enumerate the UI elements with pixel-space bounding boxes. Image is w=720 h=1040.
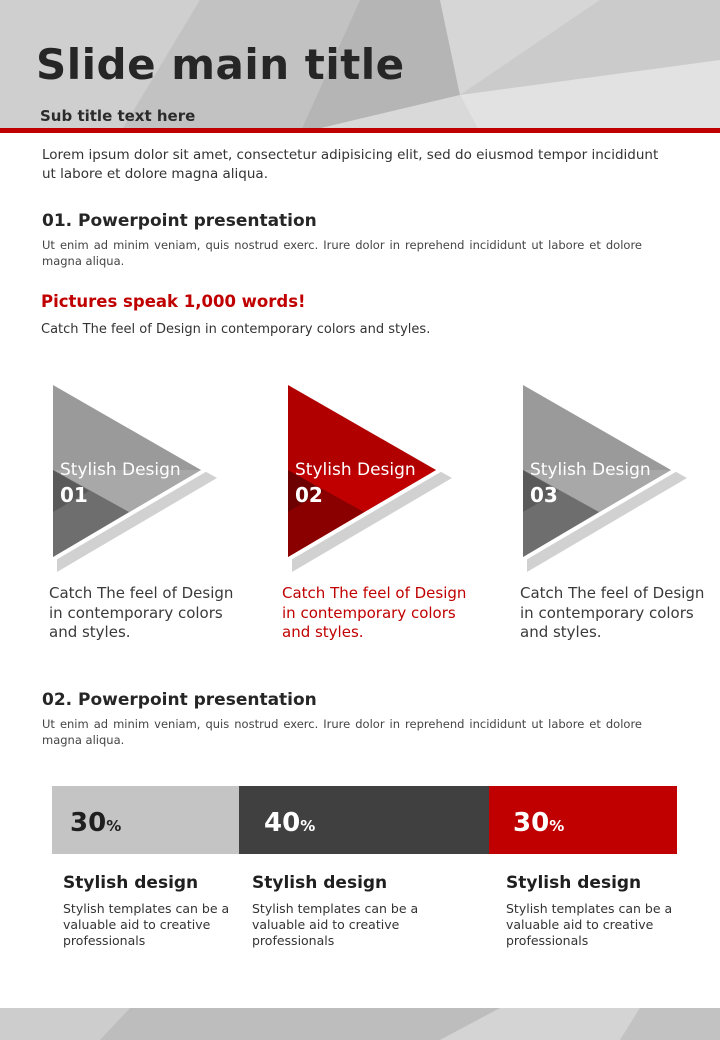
percent-value-3: 30% [513, 808, 565, 838]
header-banner [0, 0, 720, 133]
triangle-2-number: 02 [295, 483, 323, 507]
section2-body: Ut enim ad minim veniam, quis nostrud exerc. Irure dolor in reprehend incididunt ut labore et dolore magna aliqua. [42, 717, 642, 747]
triangle-3-number: 03 [530, 483, 558, 507]
triangle-3-description: Catch The feel of Design in contemporary colors and styles. [520, 584, 705, 641]
intro-text: Lorem ipsum dolor sit amet, consectetur adipisicing elit, sed do eiusmod tempor incididunt ut labore et dolore magna aliqua. [42, 147, 659, 182]
header-divider [0, 128, 720, 133]
section1-title: 01. Powerpoint presentation [42, 211, 317, 231]
footer-polygon-background [0, 1008, 720, 1040]
highlight-subtitle: Catch The feel of Design in contemporary colors and styles. [41, 322, 431, 337]
highlight-title: Pictures speak 1,000 words! [41, 292, 306, 311]
stat-2-body: Stylish templates can be a valuable aid to creative professionals [252, 901, 419, 948]
triangle-1-label: Stylish Design [60, 460, 181, 480]
triangle-card-3 [519, 376, 694, 576]
triangle-card-1 [49, 376, 224, 576]
page-title: Slide main title [36, 40, 405, 89]
triangle-2-label: Stylish Design [295, 460, 416, 480]
triangle-3-label: Stylish Design [530, 460, 651, 480]
triangle-1-description: Catch The feel of Design in contemporary colors and styles. [49, 584, 234, 641]
triangle-2-description: Catch The feel of Design in contemporary colors and styles. [282, 584, 467, 641]
section2-title: 02. Powerpoint presentation [42, 690, 317, 710]
stat-3-title: Stylish design [506, 873, 642, 893]
section1-body: Ut enim ad minim veniam, quis nostrud exerc. Irure dolor in reprehend incididunt ut labore et dolore magna aliqua. [42, 238, 642, 268]
stat-1-body: Stylish templates can be a valuable aid to creative professionals [63, 901, 230, 948]
stat-1-title: Stylish design [63, 873, 199, 893]
footer-banner [0, 1008, 720, 1040]
page-subtitle: Sub title text here [40, 107, 196, 125]
stat-2-title: Stylish design [252, 873, 388, 893]
percent-value-1: 30% [70, 808, 122, 838]
percent-value-2: 40% [264, 808, 316, 838]
triangle-1-number: 01 [60, 483, 88, 507]
triangle-card-2 [284, 376, 459, 576]
stat-3-body: Stylish templates can be a valuable aid to creative professionals [506, 901, 673, 948]
